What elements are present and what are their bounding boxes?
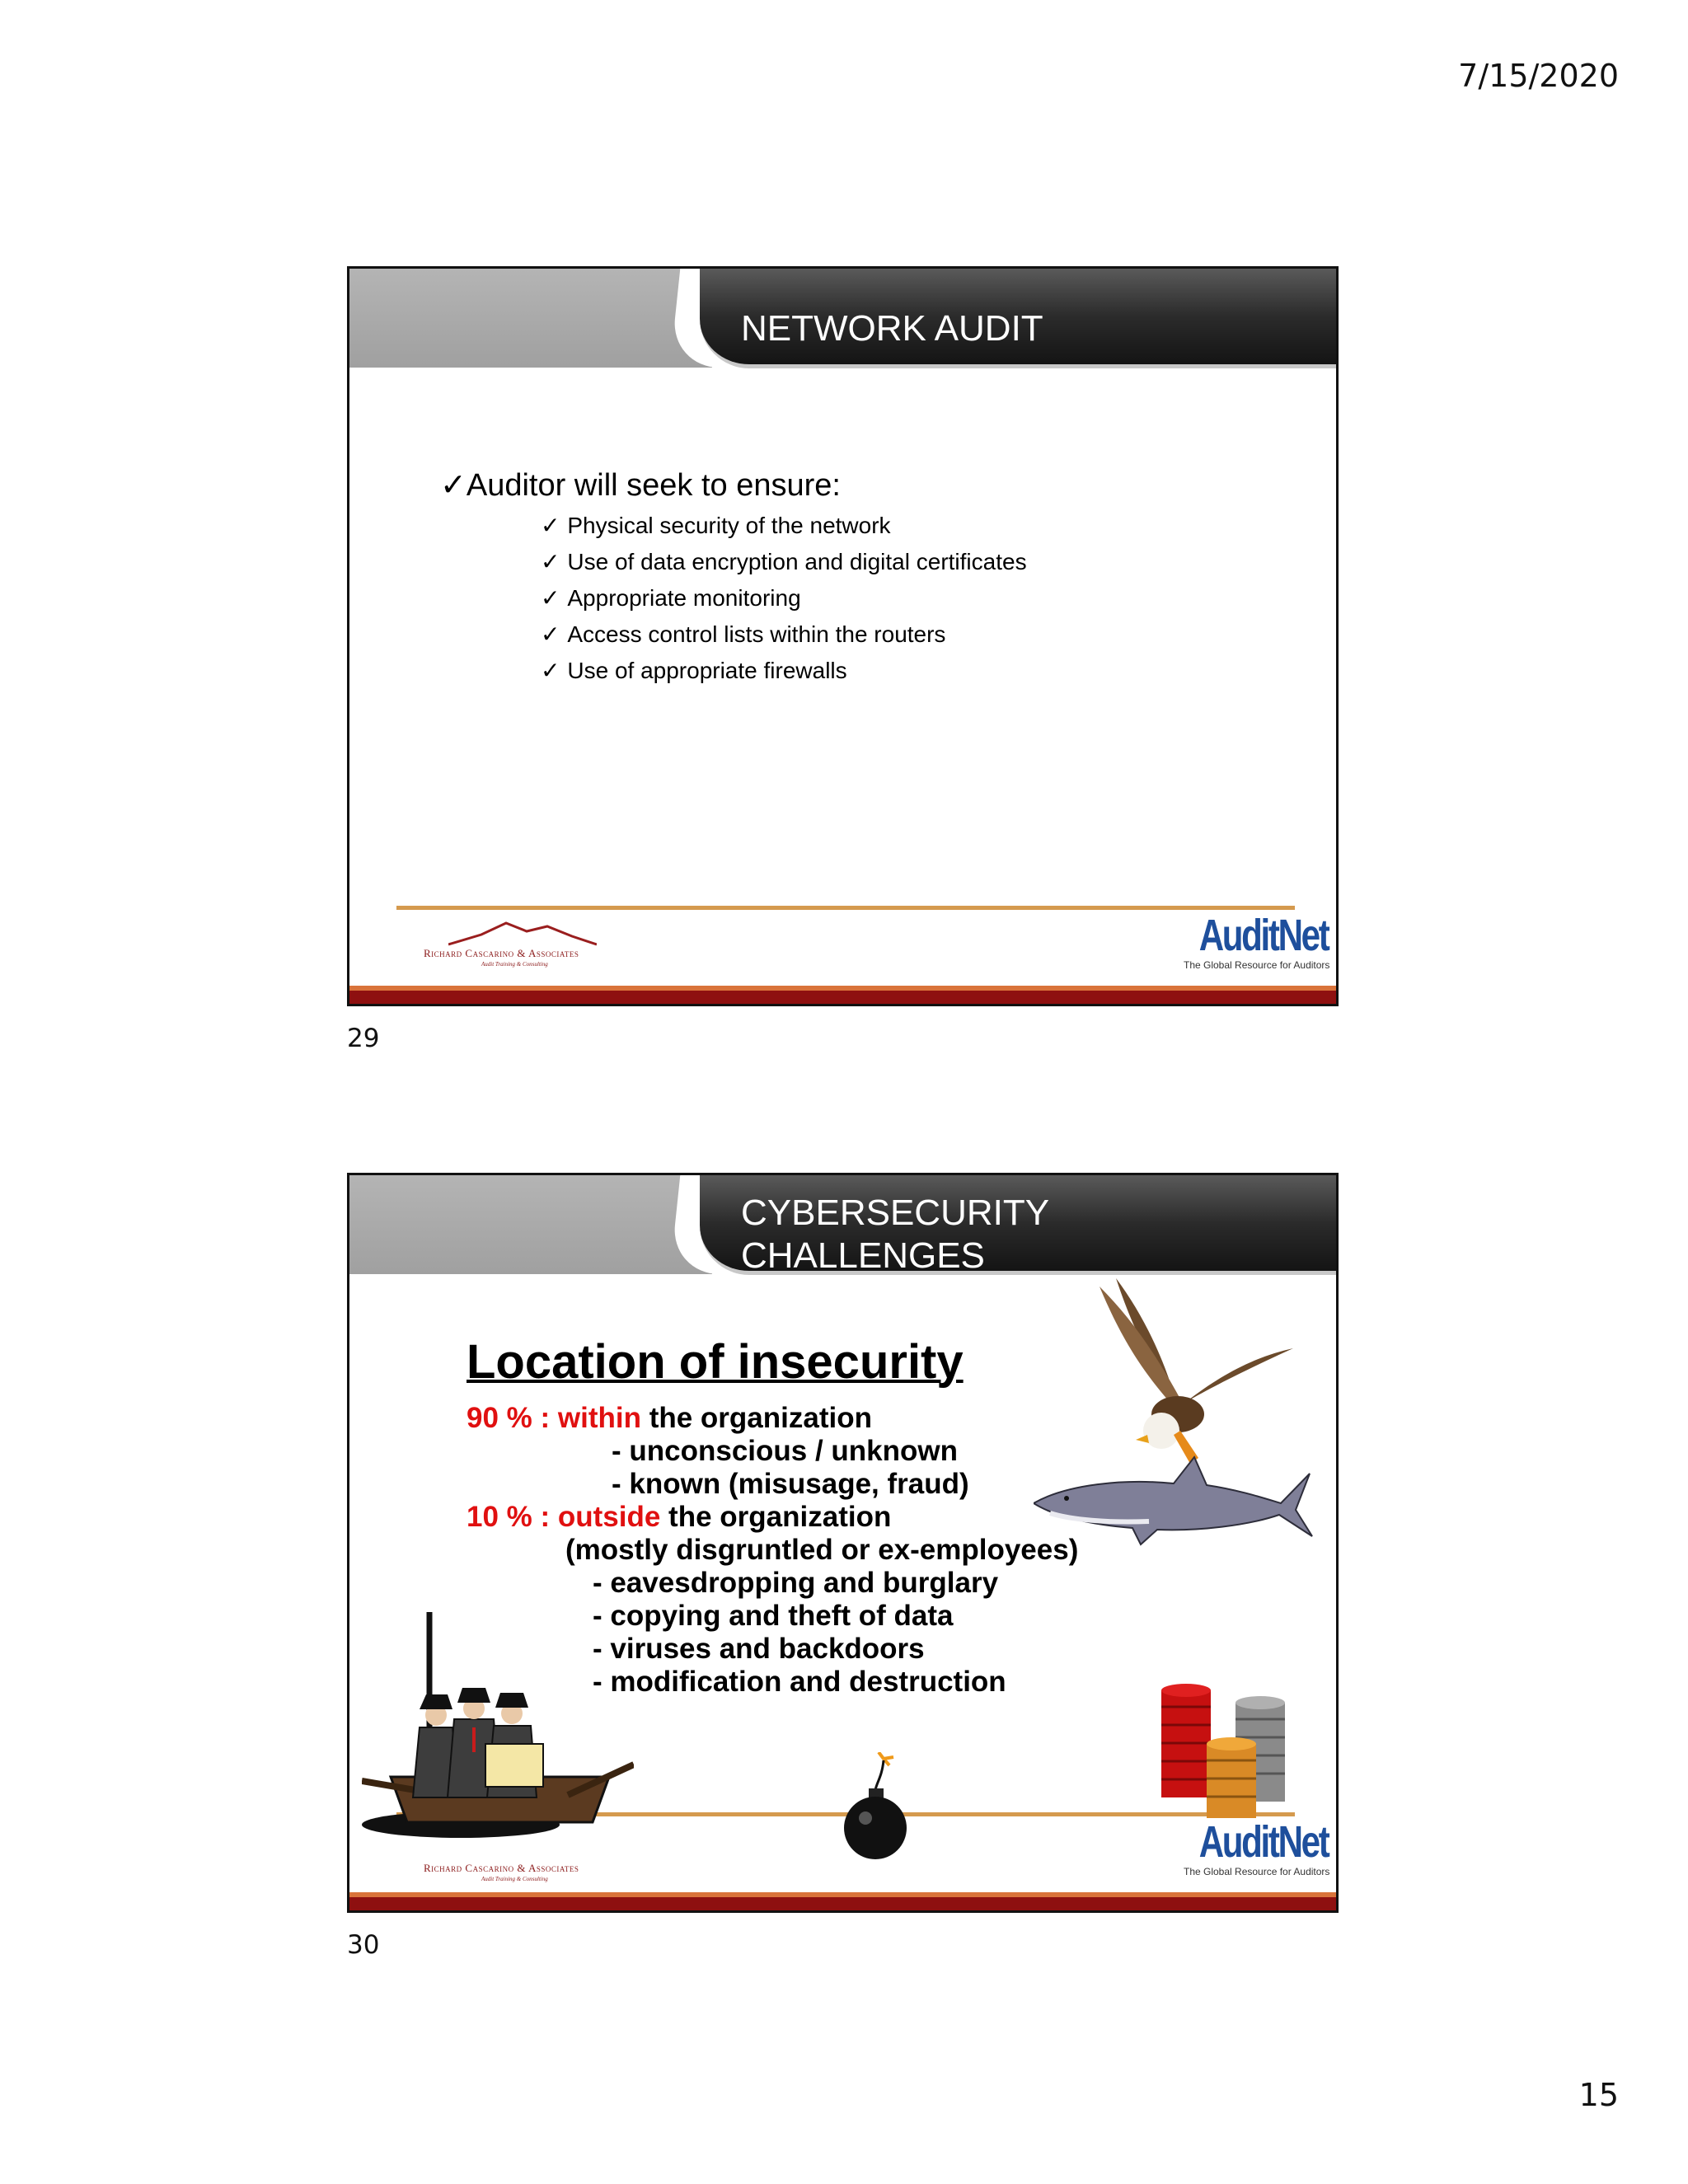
footer-bar bbox=[349, 986, 1336, 1004]
rca-tagline: Audit Training & Consulting bbox=[481, 1876, 548, 1882]
auditnet-name: AuditNet bbox=[1198, 1817, 1329, 1867]
inside-line: 90 % : within the organization bbox=[467, 1402, 872, 1434]
auditnet-logo bbox=[1184, 1817, 1330, 1892]
inside-item: - known (misusage, fraud) bbox=[612, 1468, 969, 1500]
coins-icon bbox=[1153, 1682, 1301, 1822]
slide-number: 29 bbox=[347, 1024, 380, 1053]
outside-line: 10 % : outside the organization bbox=[467, 1501, 892, 1533]
page-number: 15 bbox=[1578, 2077, 1619, 2113]
checkmark-icon: ✓ bbox=[541, 657, 568, 684]
slide-number: 30 bbox=[347, 1930, 380, 1960]
rca-tagline: Audit Training & Consulting bbox=[481, 961, 548, 968]
red-coin-stack bbox=[1161, 1684, 1211, 1797]
main-bullet: ✓Auditor will seek to ensure: bbox=[440, 466, 841, 503]
checkmark-icon: ✓ bbox=[440, 466, 467, 503]
sub-bullet: ✓ Appropriate monitoring bbox=[541, 584, 801, 612]
sub-bullet: ✓ Use of data encryption and digital certificates bbox=[541, 548, 1027, 575]
page-date: 7/15/2020 bbox=[1458, 58, 1619, 94]
bomb-icon bbox=[842, 1752, 925, 1859]
sub-bullet: ✓ Physical security of the network bbox=[541, 512, 891, 539]
outside-item: - copying and theft of data bbox=[593, 1600, 954, 1632]
gold-coin-stack bbox=[1207, 1737, 1256, 1818]
footer-bar bbox=[349, 1892, 1336, 1910]
shark-icon bbox=[1034, 1455, 1314, 1546]
slide-title: NETWORK AUDIT bbox=[741, 308, 1043, 349]
sub-bullet: ✓ Access control lists within the routers bbox=[541, 621, 946, 648]
rca-logo bbox=[424, 920, 638, 969]
checkmark-icon: ✓ bbox=[541, 548, 568, 575]
auditnet-tagline: The Global Resource for Auditors bbox=[1184, 1866, 1330, 1877]
checkmark-icon: ✓ bbox=[541, 512, 568, 539]
rca-logo bbox=[424, 1835, 638, 1884]
auditnet-name: AuditNet bbox=[1198, 911, 1329, 960]
checkmark-icon: ✓ bbox=[541, 621, 568, 648]
outside-note: (mostly disgruntled or ex-employees) bbox=[565, 1534, 1079, 1566]
header-gray-panel bbox=[349, 269, 712, 368]
checkmark-icon: ✓ bbox=[541, 584, 568, 612]
gangsters-boat-icon bbox=[362, 1612, 634, 1859]
location-heading: Location of insecurity bbox=[467, 1335, 964, 1389]
inside-item: - unconscious / unknown bbox=[612, 1435, 958, 1467]
rca-name: Richard Cascarino & Associates bbox=[424, 1862, 579, 1874]
eagle-icon bbox=[1083, 1278, 1297, 1468]
outside-item: - eavesdropping and burglary bbox=[593, 1567, 999, 1599]
footer-divider bbox=[396, 906, 1295, 910]
sub-bullet: ✓ Use of appropriate firewalls bbox=[541, 657, 847, 684]
slide-network-audit bbox=[347, 266, 1339, 1006]
slide-cybersecurity-challenges bbox=[347, 1173, 1339, 1913]
auditnet-logo bbox=[1184, 911, 1330, 986]
mountain-icon bbox=[448, 920, 597, 946]
slide-title: CYBERSECURITY CHALLENGES bbox=[741, 1193, 1050, 1276]
rca-name: Richard Cascarino & Associates bbox=[424, 947, 579, 959]
header-gray-panel bbox=[349, 1175, 712, 1274]
outside-item: - viruses and backdoors bbox=[593, 1633, 925, 1665]
auditnet-tagline: The Global Resource for Auditors bbox=[1184, 959, 1330, 971]
outside-item: - modification and destruction bbox=[593, 1666, 1006, 1698]
